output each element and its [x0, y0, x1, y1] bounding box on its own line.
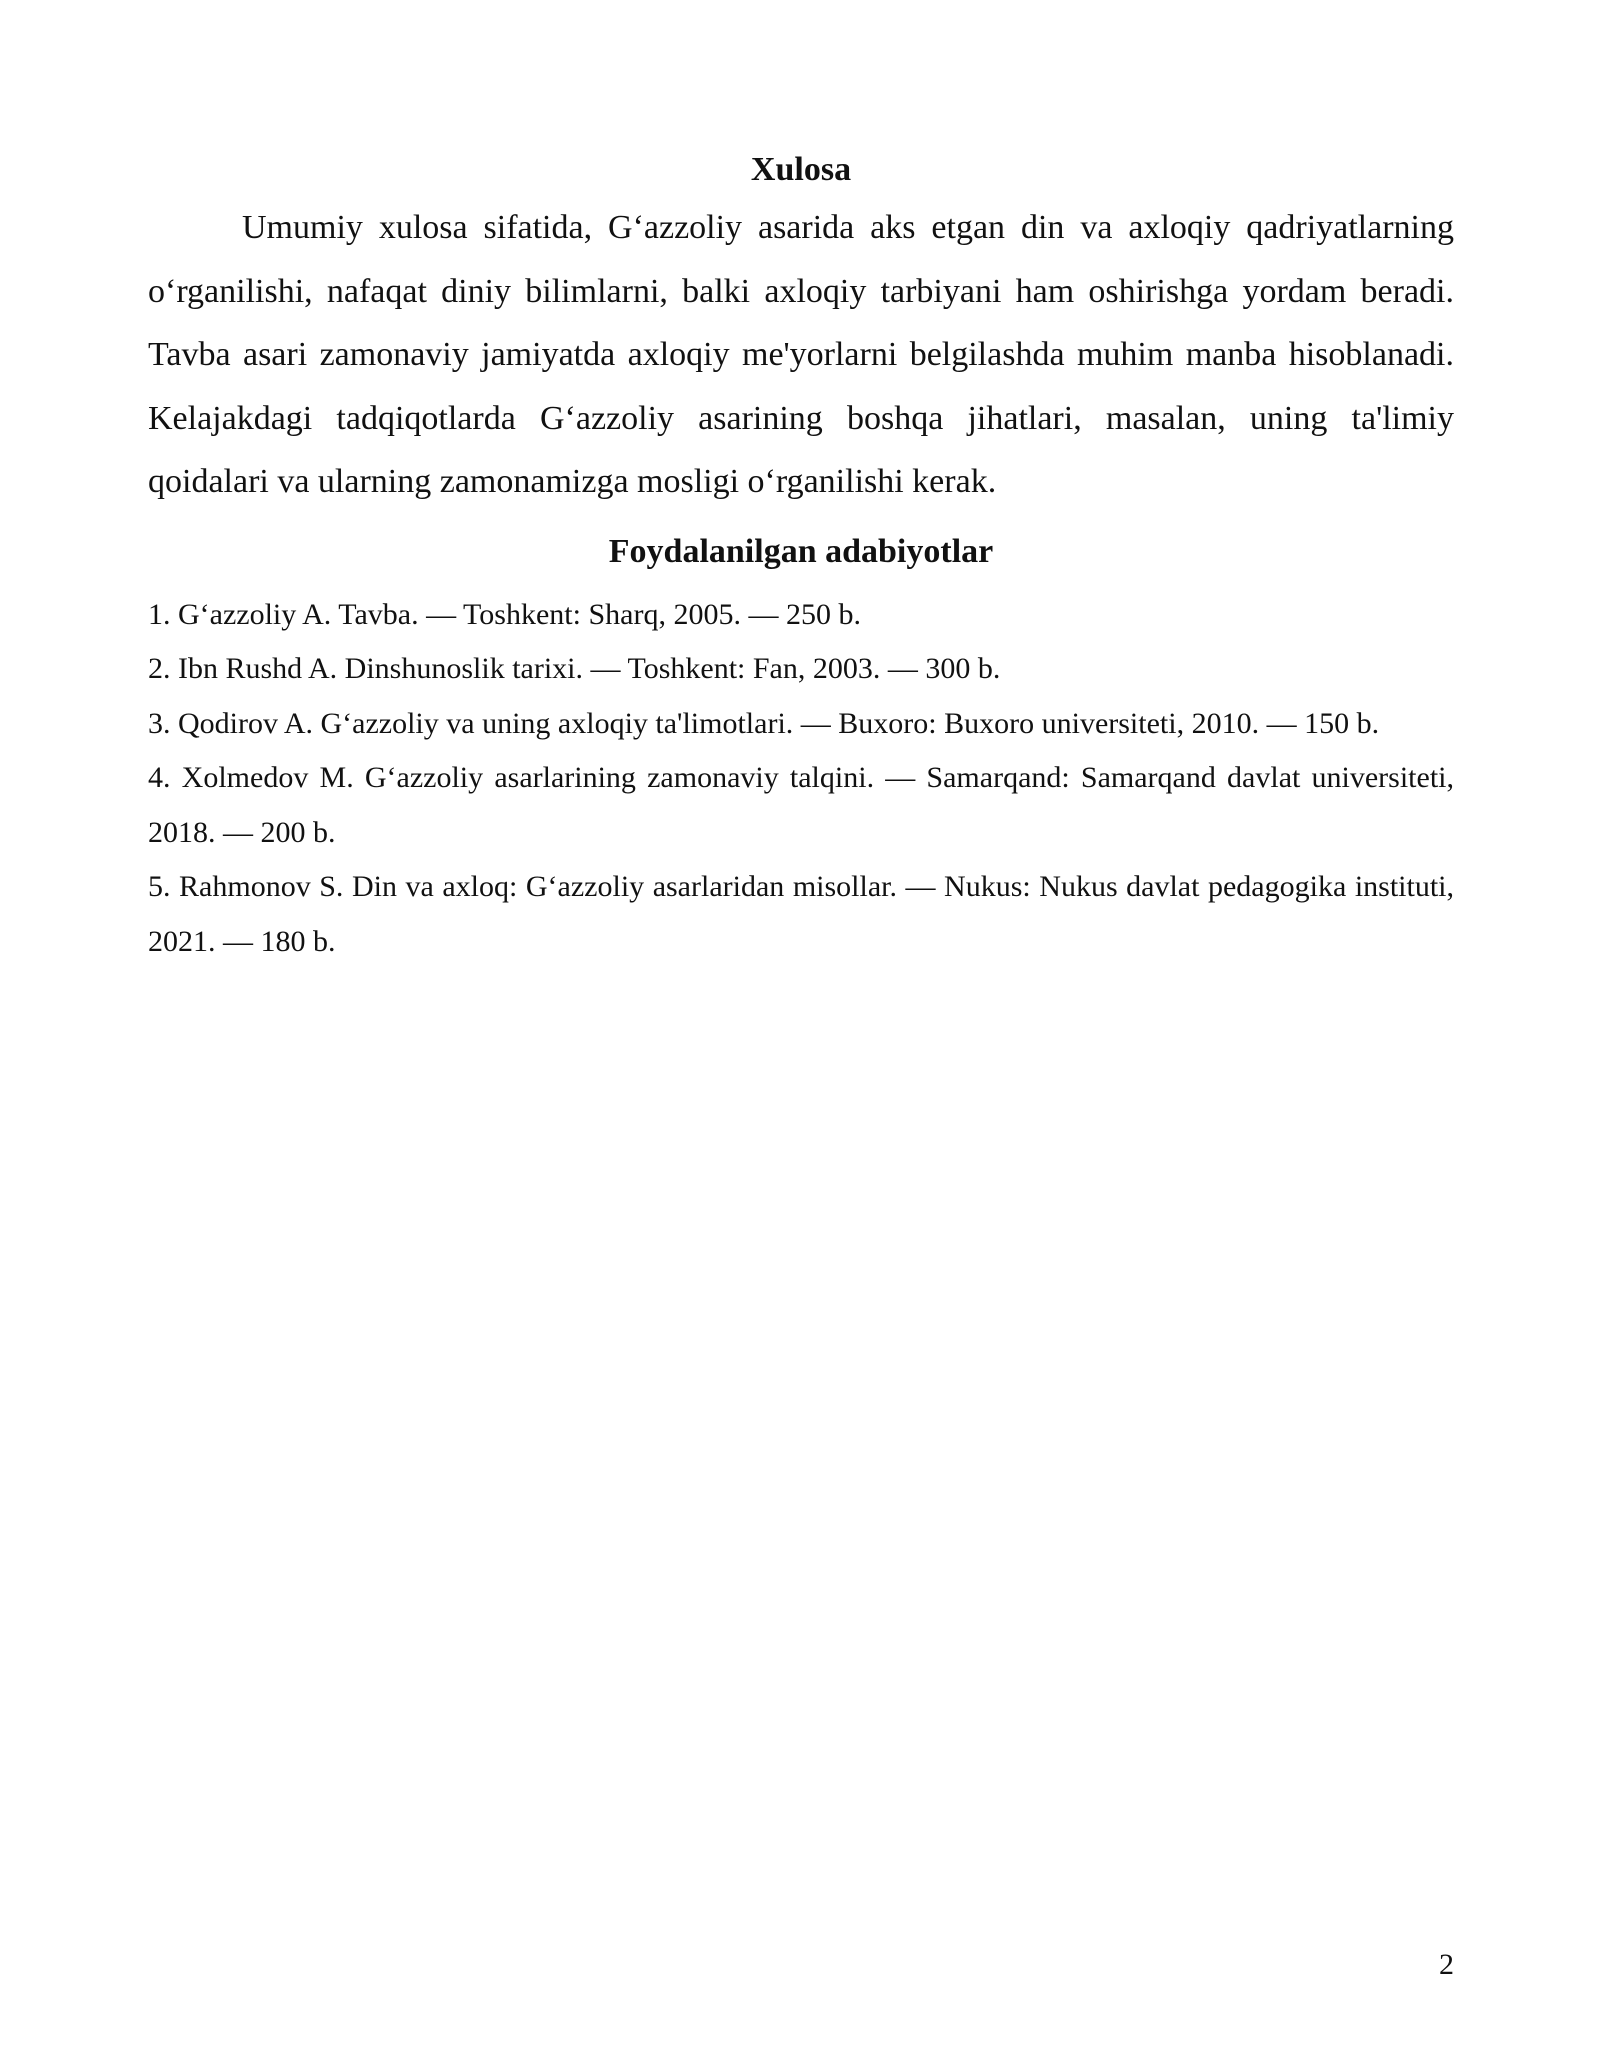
conclusion-heading: Xulosa — [750, 151, 852, 188]
page-number: 2 — [1439, 1948, 1454, 1981]
reference-item-1: 1. G‘azzoliy A. Tavba. — Toshkent: Sharq, 2005. — 250 b. — [148, 597, 861, 631]
references-list — [148, 588, 1454, 970]
page-content — [148, 146, 1454, 969]
reference-item-4: 4. Xolmedov M. G‘azzoliy asarlarining zamonaviy talqini. — Samarqand: Samarqand davlat universiteti, 2018. — 200 b. — [148, 761, 1454, 849]
reference-item-5: 5. Rahmonov S. Din va axloq: G‘azzoliy asarlaridan misollar. — Nukus: Nukus davlat pedagogika instituti, 2021. — 180 b. — [148, 870, 1454, 958]
conclusion-paragraph: Umumiy xulosa sifatida, G‘azzoliy asarida aks etgan din va axloqiy qadriyatlarning o‘rganilishi, nafaqat diniy bilimlarni, balki axloqiy tarbiyani ham oshirishga yordam beradi. Tavba asari zamonaviy jamiyatda axloqiy me'yorlarni belgilashda muhim manba hisoblanadi. Kelajakdagi tadqiqotlarda G‘azzoliy asarining boshqa jihatlari, masalan, uning ta'limiy qoidalari va ularning zamonamizga mosligi o‘rganilishi kerak. — [148, 209, 1454, 500]
references-heading: Foydalanilgan adabiyotlar — [608, 532, 994, 570]
reference-item-2: 2. Ibn Rushd A. Dinshunoslik tarixi. — Toshkent: Fan, 2003. — 300 b. — [148, 652, 1001, 685]
reference-item-3: 3. Qodirov A. G‘azzoliy va uning axloqiy ta'limotlari. — Buxoro: Buxoro universiteti, 2010. — 150 b. — [148, 706, 1380, 740]
